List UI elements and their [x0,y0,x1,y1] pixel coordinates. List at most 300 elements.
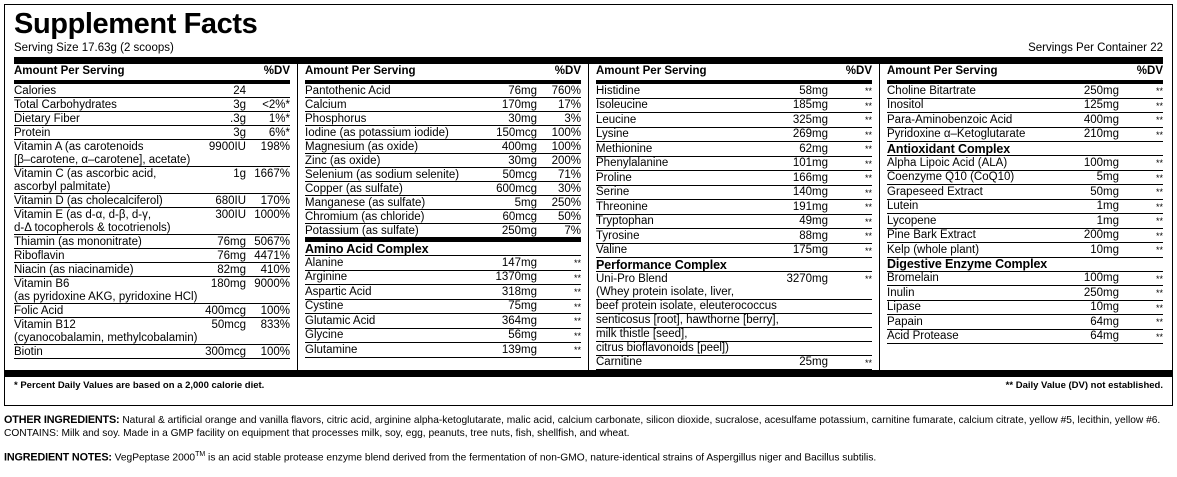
nutrient-daily-value: 1667% [254,167,290,180]
table-row [305,343,581,358]
nutrient-name: senticosus [root], hawthorne [berry], [596,313,785,327]
nutrient-amount: 200mg [1072,228,1119,243]
table-row [887,329,1163,344]
nutrient-amount: 49mg [785,214,828,229]
table-row [14,126,290,140]
nutrient-name: Inulin [887,286,1072,301]
table-row [596,229,872,244]
nutrient-daily-value: ** [1119,127,1163,142]
nutrient-daily-value [246,153,290,167]
table-row [14,235,290,249]
table-row [305,98,581,112]
column-header [305,64,581,80]
nutrient-daily-value: ** [828,200,872,215]
nutrient-table [305,242,581,358]
nutrient-amount: 125mg [1072,98,1119,113]
nutrient-daily-value: 30% [537,182,581,196]
table-row [596,127,872,142]
nutrient-name: Lutein [887,199,1072,214]
nutrient-group-title: Amino Acid Complex [305,242,581,256]
nutrient-amount: 680IU [204,194,246,208]
table-row [596,214,872,229]
nutrient-name: Total Carbohydrates [14,98,204,112]
nutrient-daily-value [246,221,290,235]
nutrient-daily-value: ** [1119,214,1163,229]
nutrient-amount: 30mg [488,154,537,168]
nutrient-name: Alpha Lipoic Acid (ALA) [887,156,1072,171]
table-row [596,286,872,300]
nutrient-amount: 9900IU [208,140,246,153]
nutrient-daily-value: ** [828,355,872,370]
nutrient-amount: 364mg [451,314,537,329]
nutrient-amount: 10mg [1072,243,1119,258]
nutrient-daily-value [828,341,872,355]
nutrient-daily-value: ** [1119,185,1163,200]
other-ingredients-label: OTHER INGREDIENTS: [4,414,120,426]
nutrient-amount: 60mcg [488,210,537,224]
top-thick-rule [14,57,1163,64]
header-amount-per-serving: Amount Per Serving [596,65,707,77]
nutrient-amount: 400mg [488,140,537,154]
nutrient-name: Calories [14,84,204,98]
nutrient-name: Vitamin B6 [14,277,70,290]
header-amount-per-serving: Amount Per Serving [887,65,998,77]
nutrient-name: Vitamin B12 [14,318,76,331]
table-row [14,249,290,263]
nutrient-name: Aspartic Acid [305,285,451,300]
nutrient-name: Biotin [14,345,204,359]
table-row [887,113,1163,128]
nutrient-amount: 150mcg [488,126,537,140]
nutrient-amount: 400mg [1072,113,1119,128]
table-row [305,328,581,343]
nutrient-daily-value: ** [828,113,872,128]
table-row [596,84,872,98]
nutrient-name: (as pyridoxine AKG, pyridoxine HCl) [14,290,204,304]
nutrient-name: Lipase [887,300,1072,315]
table-row [305,182,581,196]
nutrient-amount: 1g [233,167,246,180]
nutrient-amount: 1370mg [451,270,537,285]
table-row [305,140,581,154]
nutrient-daily-value: 100% [537,140,581,154]
table-row [596,200,872,215]
table-row [305,196,581,210]
nutrient-daily-value: ** [828,185,872,200]
nutrient-daily-value: 71% [537,168,581,182]
header-amount-per-serving: Amount Per Serving [14,65,125,77]
table-row [305,210,581,224]
nutrient-amount [204,290,246,304]
nutrient-amount: 82mg [204,263,246,277]
nutrient-daily-value: 833% [260,318,290,331]
nutrient-daily-value: ** [828,171,872,186]
nutrient-daily-value: ** [537,343,581,358]
header-percent-dv: %DV [554,65,581,77]
nutrient-amount: 62mg [785,142,828,157]
nutrient-table [887,84,1163,344]
nutrient-amount [785,327,828,341]
nutrient-name: Leucine [596,113,785,128]
nutrient-table [14,84,290,359]
serving-size: Serving Size 17.63g (2 scoops) [14,42,174,54]
nutrient-daily-value [246,290,290,304]
table-row [305,112,581,126]
table-row [596,156,872,171]
table-row [887,315,1163,330]
table-row [596,185,872,200]
nutrient-amount: 300IU [215,208,246,221]
nutrient-name: Lysine [596,127,785,142]
nutrient-name: Selenium (as sodium selenite) [305,168,488,182]
table-row [14,304,290,318]
supplement-facts-panel [4,4,1173,406]
nutrient-amount [204,180,246,194]
nutrient-daily-value: ** [828,98,872,113]
nutrient-table [596,84,872,370]
column-3 [588,64,872,370]
table-row [14,331,290,345]
nutrient-daily-value: ** [1119,170,1163,185]
nutrient-amount [204,221,246,235]
nutrient-daily-value: ** [1119,286,1163,301]
nutrient-name: Uni-Pro Blend [596,272,668,285]
nutrient-amount: 166mg [785,171,828,186]
nutrient-name: Phosphorus [305,112,488,126]
nutrient-name: Chromium (as chloride) [305,210,488,224]
header-percent-dv: %DV [845,65,872,77]
table-row [305,126,581,140]
serving-info-row [14,41,1163,57]
nutrient-daily-value: 5067% [246,235,290,249]
nutrient-daily-value: 1%* [246,112,290,126]
header-percent-dv: %DV [1136,65,1163,77]
nutrient-amount: .3g [204,112,246,126]
nutrient-name: Choline Bitartrate [887,84,1072,98]
nutrient-amount: 1mg [1072,214,1119,229]
nutrient-amount: 30mg [488,112,537,126]
nutrient-amount: 76mg [204,249,246,263]
nutrient-amount: 3g [204,126,246,140]
nutrient-name: Inositol [887,98,1072,113]
table-row [887,199,1163,214]
nutrient-daily-value: 100% [246,345,290,359]
nutrient-amount: 600mcg [488,182,537,196]
nutrient-daily-value: ** [1119,84,1163,98]
nutrient-amount: 1mg [1072,199,1119,214]
table-row [14,98,290,112]
nutrient-amount: 101mg [785,156,828,171]
nutrient-amount: 210mg [1072,127,1119,142]
nutrient-amount [204,153,246,167]
nutrient-name: Cystine [305,299,451,314]
nutrient-daily-value: 198% [260,140,290,153]
nutrient-name: (cyanocobalamin, methylcobalamin) [14,331,204,345]
nutrient-daily-value: 410% [246,263,290,277]
table-row [596,299,872,313]
table-row [14,180,290,194]
nutrient-table [305,84,581,238]
table-row [305,84,581,98]
nutrient-name: d-Δ tocopherols & tocotrienols) [14,221,204,235]
table-row [14,153,290,167]
nutrient-name: Dietary Fiber [14,112,204,126]
nutrient-amount: 75mg [451,299,537,314]
table-row [14,290,290,304]
nutrient-amount: 300mcg [205,345,246,358]
nutrient-name: Copper (as sulfate) [305,182,488,196]
footnote-daily-values: * Percent Daily Values are based on a 2,000 calorie diet. [14,380,265,391]
nutrient-name: Protein [14,126,204,140]
nutrient-amount: 250mg [1072,286,1119,301]
nutrient-daily-value [828,286,872,300]
nutrient-daily-value: 170% [246,194,290,208]
nutrient-daily-value: ** [1119,113,1163,128]
nutrient-daily-value: ** [1119,98,1163,113]
nutrient-name: Glutamine [305,343,451,358]
nutrient-name: Arginine [305,270,451,285]
nutrient-daily-value: ** [828,243,872,258]
column-header [596,64,872,80]
nutrient-amount: 318mg [451,285,537,300]
table-row [305,224,581,238]
nutrient-amount: 185mg [785,98,828,113]
nutrient-name: Zinc (as oxide) [305,154,488,168]
nutrient-amount: 100mg [1072,156,1119,171]
nutrient-name: Vitamin D (as cholecalciferol) [14,194,204,208]
servings-per-container: Servings Per Container 22 [1028,42,1163,54]
nutrient-name: Histidine [596,84,785,98]
nutrient-daily-value: 100% [246,304,290,318]
nutrient-name: Kelp (whole plant) [887,243,1072,258]
nutrient-daily-value: ** [1119,329,1163,344]
nutrient-amount: 88mg [785,229,828,244]
nutrient-name: Thiamin (as mononitrate) [14,235,204,249]
nutrient-daily-value: ** [1119,271,1163,286]
nutrient-daily-value: 7% [537,224,581,238]
nutrient-amount: 250mg [488,224,537,238]
nutrient-amount: 3g [204,98,246,112]
nutrient-daily-value: 17% [537,98,581,112]
nutrient-name: ascorbyl palmitate) [14,180,204,194]
trademark-symbol: TM [195,451,206,459]
nutrient-name: Glutamic Acid [305,314,451,329]
nutrient-name: Bromelain [887,271,1072,286]
nutrient-amount: 76mg [204,235,246,249]
nutrient-amount: 139mg [451,343,537,358]
nutrient-daily-value: 100% [537,126,581,140]
table-row [305,168,581,182]
nutrient-name: Acid Protease [887,329,1072,344]
nutrient-name: Para-Aminobenzoic Acid [887,113,1072,128]
nutrient-group-title: Digestive Enzyme Complex [887,257,1163,271]
nutrient-daily-value [828,327,872,341]
nutrient-amount: 50mg [1072,185,1119,200]
nutrient-amount: 100mg [1072,271,1119,286]
table-row [305,285,581,300]
nutrient-daily-value: ** [828,156,872,171]
nutrient-amount: 24 [204,84,246,98]
table-row [14,167,290,181]
nutrient-amount: 325mg [785,113,828,128]
nutrient-name: Magnesium (as oxide) [305,140,488,154]
table-row [14,140,290,154]
nutrient-name: Papain [887,315,1072,330]
nutrient-amount: 64mg [1072,329,1119,344]
nutrient-name: Glycine [305,328,451,343]
nutrient-name: Lycopene [887,214,1072,229]
table-row [596,142,872,157]
nutrient-name: Pyridoxine α–Ketoglutarate [887,127,1072,142]
column-1 [14,64,290,370]
table-row [305,299,581,314]
nutrient-name: Proline [596,171,785,186]
table-row [14,112,290,126]
nutrient-daily-value: ** [537,270,581,285]
table-row [14,194,290,208]
header-percent-dv: %DV [263,65,290,77]
table-row [305,154,581,168]
ingredient-notes-text-b: is an acid stable protease enzyme blend derived from the fermentation of non-GMO, nature-identical strains of Aspergillus niger and Bacillus subtilis. [205,452,877,464]
table-row [887,156,1163,171]
nutrient-daily-value: ** [537,328,581,343]
nutrient-name: Pantothenic Acid [305,84,488,98]
other-ingredients-text: Natural & artificial orange and vanilla flavors, citric acid, arginine alpha-ketoglutarate, malic acid, calcium carbonate, silicon dioxide, sucralose, acesulfame potassium, carnitine fumarate, calcium citrate, yellow #5, lecithin, yellow #6. CONTAINS: Milk and soy. Made in a GMP facility on equipment that processes milk, soy, egg, peanuts, tree nuts, fish, shellfish, and wheat. [4,415,1161,439]
nutrient-name: milk thistle [seed], [596,327,785,341]
nutrient-name: Serine [596,185,785,200]
table-row [14,221,290,235]
nutrient-name: Carnitine [596,355,785,370]
nutrient-group-title: Performance Complex [596,258,872,272]
nutrient-name: Iodine (as potassium iodide) [305,126,488,140]
table-row [596,327,872,341]
table-row [305,270,581,285]
nutrient-amount: 5mg [488,196,537,210]
nutrient-daily-value [246,180,290,194]
nutrient-amount: 76mg [488,84,537,98]
nutrient-daily-value [246,84,290,98]
nutrient-amount [785,341,828,355]
nutrient-daily-value: ** [1119,228,1163,243]
nutrient-daily-value: ** [1119,300,1163,315]
bottom-text-block [4,414,1173,474]
nutrient-name: Pine Bark Extract [887,228,1072,243]
ingredient-notes-label: INGREDIENT NOTES: [4,451,112,464]
nutrient-group-row [887,257,1163,271]
nutrient-amount: 5mg [1072,170,1119,185]
header-amount-per-serving: Amount Per Serving [305,65,416,77]
table-row [887,300,1163,315]
nutrient-daily-value: 6%* [246,126,290,140]
nutrient-daily-value: 1000% [254,208,290,221]
nutrient-amount [785,286,828,300]
table-row [305,314,581,329]
table-row [887,185,1163,200]
nutrient-amount: 175mg [785,243,828,258]
nutrient-daily-value: ** [828,84,872,98]
nutrient-daily-value: ** [1119,199,1163,214]
nutrient-name: Vitamin C (as ascorbic acid, [14,167,157,180]
nutrient-daily-value [246,331,290,345]
nutrient-daily-value: ** [864,274,872,284]
other-ingredients-paragraph [4,414,1173,440]
panel-inner [5,5,1172,370]
nutrient-name: Calcium [305,98,488,112]
ingredient-notes-text-a: VegPeptase 2000 [111,452,196,464]
nutrient-amount: 269mg [785,127,828,142]
nutrient-daily-value: ** [537,256,581,271]
table-row [14,208,290,222]
nutrient-amount [785,313,828,327]
column-header [14,64,290,80]
nutrient-amount: 180mg [210,277,246,290]
footnote-row [5,377,1172,392]
nutrient-daily-value: ** [1119,315,1163,330]
table-row [14,318,290,332]
nutrient-amount: 400mcg [205,304,246,317]
nutrient-name: Phenylalanine [596,156,785,171]
table-row [887,84,1163,98]
nutrient-name: Tryptophan [596,214,785,229]
nutrient-amount: 25mg [785,355,828,370]
table-row [887,170,1163,185]
nutrient-daily-value [828,313,872,327]
ingredient-notes-paragraph [4,449,1173,465]
nutrient-name: [β–carotene, α–carotene], acetate) [14,153,204,167]
column-header [887,64,1163,80]
nutrient-name: (Whey protein isolate, liver, [596,286,785,300]
table-row [596,243,872,258]
footnote-dv-not-established: ** Daily Value (DV) not established. [1005,380,1163,391]
nutrient-daily-value: ** [537,314,581,329]
table-row [596,113,872,128]
nutrient-daily-value: 3% [537,112,581,126]
nutrient-name: Valine [596,243,785,258]
footnote-bar [5,370,1172,377]
nutrient-daily-value: 250% [537,196,581,210]
nutrient-name: Alanine [305,256,451,271]
nutrient-daily-value: 4471% [246,249,290,263]
nutrient-amount: 3270mg [786,272,828,285]
nutrient-daily-value: ** [828,142,872,157]
table-row [887,127,1163,142]
nutrient-amount [204,331,246,345]
nutrient-daily-value: ** [1119,243,1163,258]
nutrient-name: Coenzyme Q10 (CoQ10) [887,170,1072,185]
nutrient-name: Grapeseed Extract [887,185,1072,200]
table-row [596,171,872,186]
nutrient-name: beef protein isolate, eleuterococcus [596,299,785,313]
column-4 [879,64,1163,370]
nutrient-amount: 170mg [488,98,537,112]
nutrient-amount: 147mg [451,256,537,271]
table-row [596,272,872,286]
nutrient-daily-value: 760% [537,84,581,98]
nutrient-daily-value: 9000% [254,277,290,290]
nutrient-daily-value: ** [537,299,581,314]
nutrient-name: Manganese (as sulfate) [305,196,488,210]
nutrient-group-row [887,142,1163,156]
table-row [305,256,581,271]
nutrient-name: Methionine [596,142,785,157]
nutrient-columns [14,64,1163,370]
nutrient-name: Riboflavin [14,249,204,263]
table-row [14,263,290,277]
nutrient-daily-value: ** [828,127,872,142]
table-row [14,277,290,291]
nutrient-name: Isoleucine [596,98,785,113]
nutrient-daily-value: ** [828,214,872,229]
